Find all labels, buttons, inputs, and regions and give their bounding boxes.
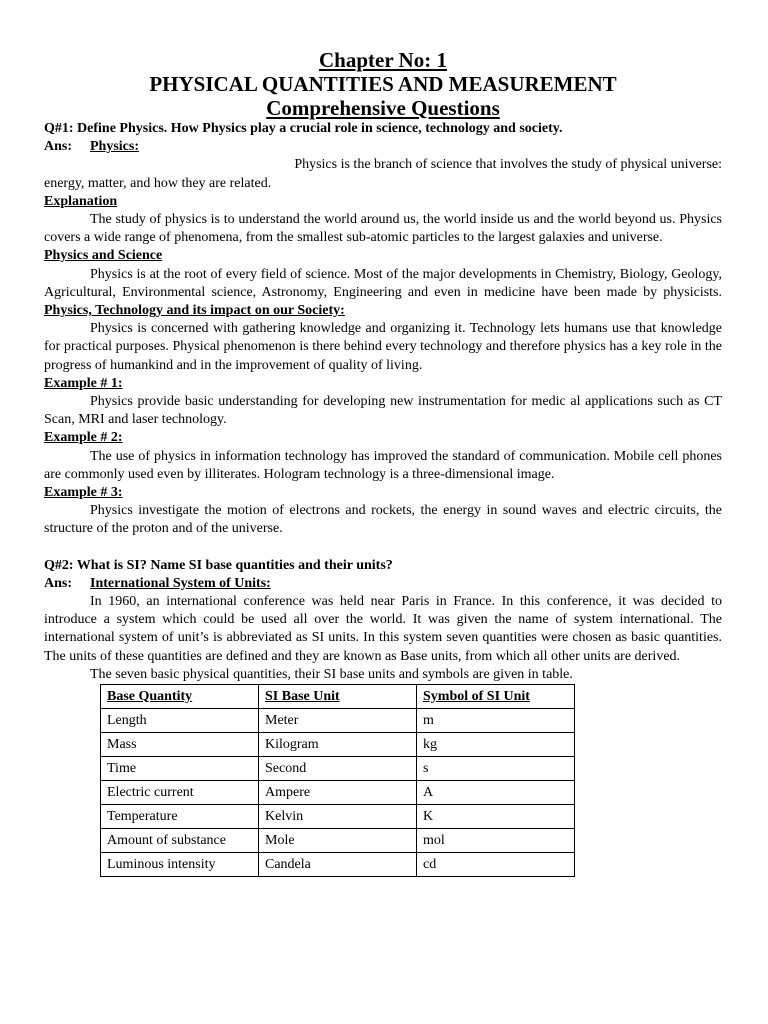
- cell-symbol: A: [417, 781, 575, 805]
- cell-symbol: mol: [417, 829, 575, 853]
- cell-unit: Kelvin: [259, 805, 417, 829]
- explanation-heading: Explanation: [44, 193, 118, 209]
- example-3-text: Physics investigate the motion of electrons and rockets, the energy in sound waves and electric circuits, the structure of the proton and of the universe.: [44, 503, 722, 537]
- example-2-heading: Example # 2:: [44, 430, 123, 446]
- example-1-text: Physics provide basic understanding for developing new instrumentation for medic al applications such as CT Scan, MRI and laser technology.: [44, 394, 722, 428]
- cell-quantity: Temperature: [101, 805, 259, 829]
- cell-unit: Kilogram: [259, 733, 417, 757]
- cell-quantity: Electric current: [101, 781, 259, 805]
- definition-line-1: Physics is the branch of science that involves the study of physical universe:: [294, 157, 722, 173]
- cell-quantity: Time: [101, 757, 259, 781]
- cell-unit: Mole: [259, 829, 417, 853]
- question-1: Q#1: Define Physics. How Physics play a crucial role in science, technology and society.: [44, 121, 563, 136]
- cell-symbol: m: [417, 709, 575, 733]
- table-row: [101, 805, 575, 829]
- example-1-heading: Example # 1:: [44, 375, 123, 391]
- definition-line-2: energy, matter, and how they are related.: [44, 175, 272, 191]
- chapter-heading: Chapter No: 1: [319, 48, 447, 72]
- table-row: [101, 733, 575, 757]
- cell-symbol: cd: [417, 853, 575, 877]
- header-si-base-unit: SI Base Unit: [259, 685, 417, 709]
- society-paragraph: Physics is concerned with gathering knowledge and organizing it. Technology lets humans use that knowledge for practical purposes. Physical phenomenon is there behind every technology and therefore physics has a key role in the progress of humankind and in the improvement of quality of living.: [44, 321, 722, 373]
- question-2: Q#2: What is SI? Name SI base quantities and their units?: [44, 557, 393, 573]
- table-header-row: [101, 685, 575, 709]
- example-2-text: The use of physics in information technology has improved the standard of communication. Mobile cell phones are commonly used even by illiterates. Hologram technology is a three-dimensional image.: [44, 448, 722, 482]
- table-row: [101, 781, 575, 805]
- cell-unit: Second: [259, 757, 417, 781]
- table-intro: The seven basic physical quantities, their SI base units and symbols are given in table.: [90, 666, 573, 682]
- cell-unit: Ampere: [259, 781, 417, 805]
- chapter-title: PHYSICAL QUANTITIES AND MEASUREMENT: [149, 72, 617, 96]
- section-title: Comprehensive Questions: [266, 96, 500, 120]
- society-heading: Physics, Technology and its impact on our Society:: [44, 303, 345, 319]
- spacer: [44, 539, 722, 557]
- cell-quantity: Amount of substance: [101, 829, 259, 853]
- document-page: [44, 48, 722, 877]
- header-symbol: Symbol of SI Unit: [417, 685, 575, 709]
- science-heading: Physics and Science: [44, 248, 163, 264]
- cell-quantity: Luminous intensity: [101, 853, 259, 877]
- science-text: Physics is at the root of every field of science. Most of the major developments in Chemistry, Biology, Geology, Agricultural, Environmental science, Astronomy, Engineering and even in medicine have been made by physicists.: [44, 266, 722, 300]
- si-units-table: [100, 684, 575, 877]
- answer-label: Ans:: [44, 575, 73, 591]
- cell-unit: Meter: [259, 709, 417, 733]
- explanation-paragraph: The study of physics is to understand the world around us, the world inside us and the world beyond us. Physics covers a wide range of phenomena, from the smallest sub-atomic particles to the largest galaxies and universe.: [44, 212, 722, 246]
- answer-heading: International System of Units:: [90, 575, 271, 591]
- cell-quantity: Mass: [101, 733, 259, 757]
- table-row: [101, 757, 575, 781]
- cell-symbol: s: [417, 757, 575, 781]
- table-row: [101, 709, 575, 733]
- answer-heading: Physics:: [90, 139, 139, 155]
- cell-symbol: kg: [417, 733, 575, 757]
- si-paragraph: In 1960, an international conference was held near Paris in France. In this conference, it was decided to introduce a system which could be used all over the world. It was given the name of system international. The international system of unit’s is abbreviated as SI units. In this system seven quantities were chosen as basic quantities. The units of these quantities are defined and they are known as Base units, from which all other units are derived.: [44, 594, 722, 664]
- cell-symbol: K: [417, 805, 575, 829]
- cell-quantity: Length: [101, 709, 259, 733]
- table-row: [101, 853, 575, 877]
- answer-label: Ans:: [44, 139, 73, 155]
- cell-unit: Candela: [259, 853, 417, 877]
- answer-1-row: [44, 138, 722, 156]
- science-paragraph: [44, 266, 722, 321]
- header-base-quantity: Base Quantity: [101, 685, 259, 709]
- answer-2-row: [44, 575, 722, 593]
- table-row: [101, 829, 575, 853]
- example-3-heading: Example # 3:: [44, 485, 123, 501]
